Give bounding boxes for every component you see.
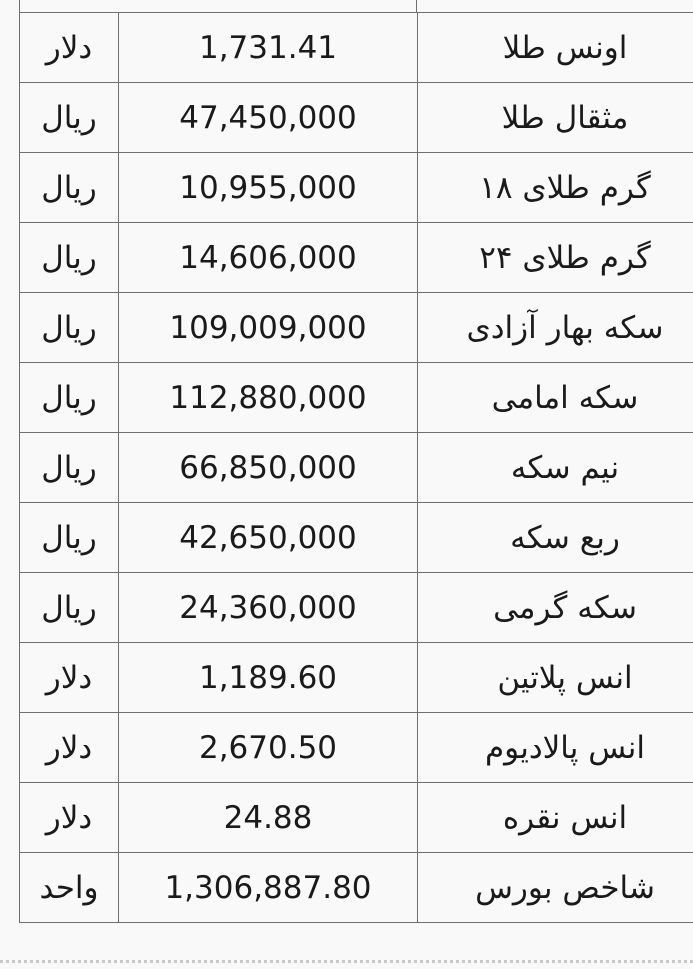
unit-cell [20,783,119,853]
item-name: مثقال طلا [501,99,629,136]
price-table-body [20,13,693,923]
table-row [20,223,693,293]
unit-cell [20,293,119,363]
unit-label: دلار [45,659,93,696]
item-name: انس پالادیوم [484,729,645,766]
price-value: 47,450,000 [119,83,418,153]
table-row [20,153,693,223]
item-name-cell [418,573,693,643]
item-name: سکه بهار آزادی [466,309,664,346]
unit-label: دلار [45,29,93,66]
table-row [20,293,693,363]
unit-cell [20,433,119,503]
price-value: 1,306,887.80 [119,853,418,923]
unit-cell [20,503,119,573]
item-name-cell [418,503,693,573]
item-name-cell [418,13,693,83]
table-row [20,13,693,83]
price-value: 14,606,000 [119,223,418,293]
unit-cell [20,853,119,923]
item-name: نیم سکه [510,449,620,486]
unit-label: دلار [45,799,93,836]
price-value: 42,650,000 [119,503,418,573]
price-value: 10,955,000 [119,153,418,223]
item-name: سکه گرمی [493,589,637,626]
unit-cell [20,713,119,783]
unit-label: ریال [41,239,97,276]
item-name-cell [418,223,693,293]
item-name-cell [418,643,693,713]
item-name: ربع سکه [510,519,620,556]
dotted-separator [0,960,693,963]
price-value: 1,189.60 [119,643,418,713]
unit-cell [20,83,119,153]
unit-label: ریال [41,519,97,556]
item-name-cell [418,83,693,153]
price-value: 109,009,000 [119,293,418,363]
item-name-cell [418,293,693,363]
unit-label: ریال [41,589,97,626]
item-name-cell [418,363,693,433]
table-row [20,433,693,503]
price-value: 112,880,000 [119,363,418,433]
item-name-cell [418,853,693,923]
table-row [20,503,693,573]
unit-label: ریال [41,379,97,416]
item-name: شاخص بورس [475,869,655,906]
unit-cell [20,643,119,713]
table-row [20,573,693,643]
unit-label: واحد [39,869,99,906]
unit-cell [20,223,119,293]
table-row [20,783,693,853]
item-name: انس پلاتین [497,659,633,696]
item-name-cell [418,783,693,853]
price-value: 2,670.50 [119,713,418,783]
unit-cell [20,13,119,83]
unit-cell [20,363,119,433]
item-name: سکه امامی [491,379,639,416]
item-name: اونس طلا [502,29,628,66]
price-value: 24,360,000 [119,573,418,643]
unit-label: ریال [41,99,97,136]
item-name: انس نقره [502,799,628,836]
unit-label: ریال [41,169,97,206]
unit-cell [20,573,119,643]
table-row [20,363,693,433]
price-value: 66,850,000 [119,433,418,503]
unit-cell [20,153,119,223]
table-top-border-mid [416,0,417,12]
unit-label: ریال [41,309,97,346]
item-name: گرم طلای ۱۸ [479,169,651,206]
table-row [20,83,693,153]
price-table [19,12,693,923]
price-value: 24.88 [119,783,418,853]
item-name: گرم طلای ۲۴ [479,239,651,276]
price-value: 1,731.41 [119,13,418,83]
table-row [20,853,693,923]
item-name-cell [418,713,693,783]
item-name-cell [418,153,693,223]
item-name-cell [418,433,693,503]
table-row [20,713,693,783]
unit-label: دلار [45,729,93,766]
table-row [20,643,693,713]
unit-label: ریال [41,449,97,486]
table-top-border-left [19,0,20,12]
